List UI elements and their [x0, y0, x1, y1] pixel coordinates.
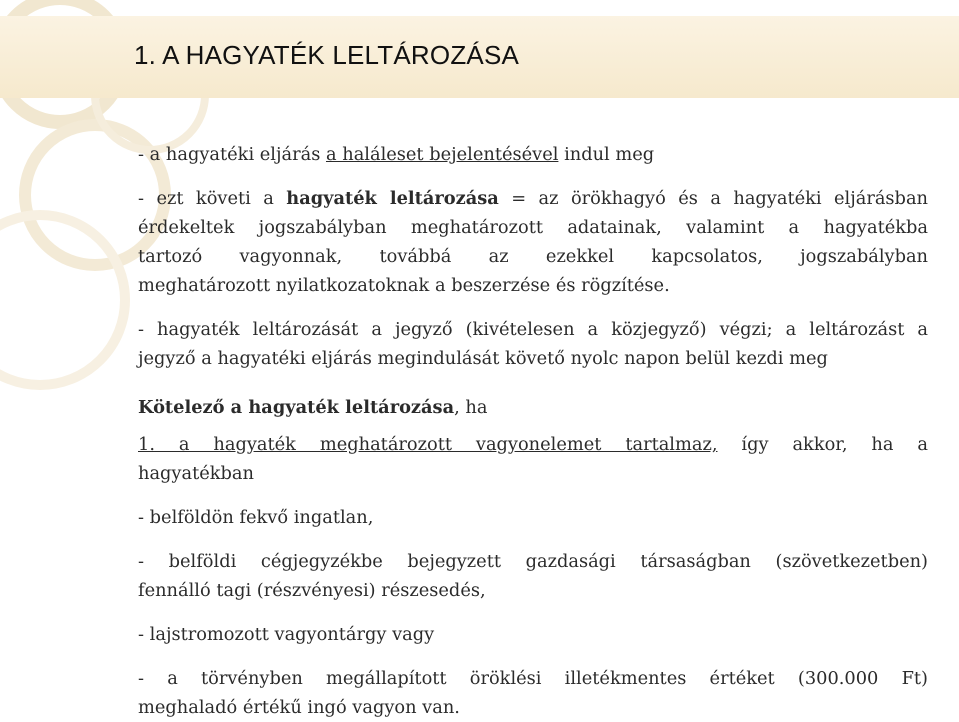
text-span: , ha [454, 397, 488, 418]
paragraph-3-line-1: - hagyaték leltározását a jegyző (kivételesen a közjegyző) végzi; a leltározást a [138, 319, 928, 340]
underlined-text: 1. a hagyaték meghatározott vagyonelemet tartalmaz, [138, 434, 718, 455]
text-span: indul meg [558, 144, 655, 165]
paragraph-5 [138, 430, 928, 488]
text-span: így akkor, ha a [717, 434, 928, 455]
paragraph-2-line-2: érdekeltek jogszabályban meghatározott adatainak, valamint a hagyatékba [138, 217, 928, 238]
paragraph-4 [138, 393, 928, 422]
paragraph-5-line-1 [138, 430, 928, 459]
paragraph-9-line-2: meghaladó értékű ingó vagyon van. [138, 697, 460, 718]
text-span: = az örökhagyó és a hagyatéki eljárásban [498, 188, 928, 209]
slide-title: 1. A HAGYATÉK LELTÁROZÁSA [134, 40, 520, 70]
text-span: - a hagyatéki eljárás [138, 144, 326, 165]
paragraph-6: - belföldön fekvő ingatlan, [138, 507, 374, 528]
paragraph-8: - lajstromozott vagyontárgy vagy [138, 624, 435, 645]
paragraph-7 [138, 547, 928, 605]
paragraph-7-line-1: - belföldi cégjegyzékbe bejegyzett gazdasági társaságban (szövetkezetben) [138, 551, 928, 572]
text-span: - ezt követi a [138, 188, 287, 209]
paragraph-2-line-3: tartozó vagyonnak, továbbá az ezekkel kapcsolatos, jogszabályban [138, 246, 928, 267]
paragraph-7-line-2: fennálló tagi (részvényesi) részesedés, [138, 580, 486, 601]
paragraph-3 [138, 315, 928, 373]
paragraph-2-line-4: meghatározott nyilatkozatoknak a beszerzése és rögzítése. [138, 275, 670, 296]
paragraph-9-line-1: - a törvényben megállapított öröklési illetékmentes értéket (300.000 Ft) [138, 668, 928, 689]
bold-text: Kötelező a hagyaték leltározása [138, 397, 455, 418]
paragraph-1 [138, 140, 928, 169]
paragraph-2 [138, 184, 928, 300]
paragraph-2-line-1 [138, 184, 928, 213]
paragraph-9 [138, 664, 928, 722]
underlined-text: a haláleset bejelentésével [325, 144, 559, 165]
bold-text: hagyaték leltározása [286, 188, 499, 209]
paragraph-3-line-2: jegyző a hagyatéki eljárás megindulását követő nyolc napon belül kezdi meg [138, 348, 828, 369]
slide-body [138, 140, 928, 722]
paragraph-5-line-2: hagyatékban [138, 463, 254, 484]
